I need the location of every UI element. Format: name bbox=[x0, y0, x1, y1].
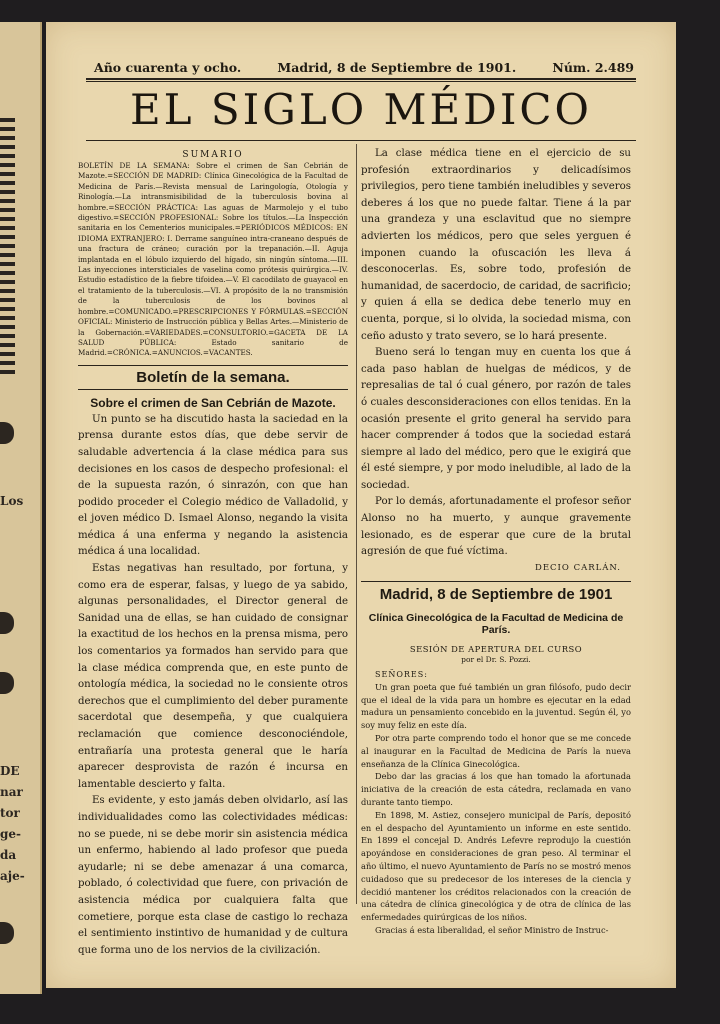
left-page-edge bbox=[0, 22, 42, 994]
article-signature: DECIO CARLÁN. bbox=[535, 562, 621, 573]
article-paragraph: Es evidente, y esto jamás deben olvidarlo, así las individualidades como las colectividades médicas: no se puede, ni se debe morir sin asistencia médica un enfermo, habiendo al lado profesor que pueda ayudarle; ni se debe amenazar á una comarca, poblado, ó colectividad que fuere, con privación de asistencia médica por cualquiera falta que cometiere, porque esta clase de castigo lo rechaza el sentimiento instintivo de humanidad y de cultura que forma uno de los nervios de la civilización. bbox=[78, 795, 348, 956]
left-page-icon bbox=[0, 422, 14, 444]
session-paragraph: En 1898, M. Astiez, consejero municipal de París, depositó en el despacho del Ayuntamiento un informe en este sentido. En 1899 el concejal D. Andrés Lefevre reprodujo la cuestión apoyándose en consideraciones de gran peso. Al terminar el año último, el nuevo Ayuntamiento de París no se mostró menos cuidadoso que su predecesor de los intereses de la ciencia y decidió mantener los créditos relacionados con la creación de una cátedra de clínica ginecológica y de otra de clínica de las enfermedades quirúrgicas de los niños. bbox=[361, 809, 631, 923]
left-page-fragment: tor bbox=[0, 806, 20, 820]
article-paragraph: Por lo demás, afortunadamente el profesor señor Alonso no ha muerto, y aunque gravemente lesionado, es de esperar que cure de la brutal agresión de que fué víctima. bbox=[361, 496, 631, 558]
article-paragraph: Un punto se ha discutido hasta la saciedad en la prensa durante estos días, que debe servir de saludable advertencia á la clase médica para sus decisiones en los casos de despecho profesional: el de la supuesta razón, ó sinrazón, con que han podido proceder el Colegio médico de Valladolid, y el joven médico D. Ismael Alonso, negando la visita médica á una enferma y negando la asistencia médica á una localidad. bbox=[78, 413, 348, 558]
left-page-fragment: da bbox=[0, 848, 17, 862]
article-paragraph: La clase médica tiene en el ejercicio de su profesión extraordinarios y delicadísimos privilegios, pero tiene también ineludibles y severos deberes á los que no puede faltar. Tiene á la par una grandeza y una esclavitud que no siempre advierten los médicos, pero que seles yerguen é imponen cuando la ofuscación les lleva á desconocerlas. Es, sobre todo, profesión de humanidad, de sacerdocio, de caridad, de sacrificio; y quien á ella se dedica debe tenerlo muy en cuenta, porque, si lo olvida, la sociedad misma, con ceño adusto y trato severo, se lo hará presente. bbox=[361, 148, 631, 342]
session-paragraph: Un gran poeta que fué también un gran filósofo, pudo decir que el ideal de la vida para un hombre es ejecutar en la edad madura un pensamiento concebido en la juventud. Según él, yo soy muy feliz en este día. bbox=[361, 681, 631, 731]
right-column bbox=[361, 146, 631, 935]
sumario-title: SUMARIO bbox=[182, 150, 244, 160]
article-paragraph: Estas negativas han resultado, por fortuna, y como era de esperar, falsas, y luego de ya sabido, algunas personalidades, el Director general de Sanidad una de ellas, se han cuidado de consignar la exactitud de los hechos en la prensa misma, pero los comentarios ya formados han servido para que la clase médica comprenda que, en este punto de ontología médica, la sociedad no le consiente otros derechos que el cumplimiento del deber puramente sacerdotal que desempeña, y que cualquiera reclamación que comience desconociéndole, entrañaría una protesta general que le haría aparecer desprovista de razón é incursa en lamentable descierto y falta. bbox=[78, 563, 348, 790]
header-row bbox=[94, 58, 634, 76]
session-heading: SESIÓN DE APERTURA DEL CURSO bbox=[409, 643, 583, 654]
newspaper-page bbox=[46, 22, 676, 988]
left-page-icon bbox=[0, 672, 14, 694]
header-rule bbox=[86, 78, 636, 80]
boletin-title: Boletín de la semana. bbox=[78, 365, 348, 390]
masthead: EL SIGLO MÉDICO bbox=[130, 85, 592, 134]
left-page-fragment: nar bbox=[0, 785, 23, 799]
column-separator bbox=[356, 144, 357, 904]
left-page-fragment: Los bbox=[0, 494, 24, 508]
session-paragraph: Debo dar las gracias á los que han tomado la afortunada iniciativa de la creación de esta cátedra, reclamada en vano durante tanto tiempo. bbox=[361, 771, 631, 808]
clinica-title: Clínica Ginecológica de la Facultad de Medicina de París. bbox=[368, 611, 624, 636]
masthead-rule bbox=[86, 140, 636, 141]
header-year: Año cuarenta y ocho. bbox=[94, 59, 242, 75]
session-greeting: SEÑORES: bbox=[375, 669, 428, 679]
session-paragraph: Gracias á esta liberalidad, el señor Ministro de Instruc- bbox=[375, 924, 609, 935]
session-paragraph: Por otra parte comprendo todo el honor que se me concede al inaugurar en la Facultad de Medicina de París la nueva enseñanza de la Clínica Ginecológica. bbox=[361, 733, 631, 769]
sumario-text: BOLETÍN DE LA SEMANA: Sobre el crimen de San Cebrián de Mazote.=SECCIÓN DE MADRID: Clínica Ginecológica de la Facultad de Medicina de París.—Revista mensual de Laringología, Otología y Rinología.—La intransmisibilidad de la tuberculosis bovina al hombre.=SECCIÓN PRÁCTICA: Las aguas de Marmolejo y el tubo digestivo.=SECCIÓN PROFESIONAL: Sobre los títulos.—La Inspección sanitaria en los Cementerios municipales.=PERIÓDICOS MÉDICOS: EN IDIOMA EXTRANJERO: I. Derrame sanguíneo intra-craneano después de una fractura de cráneo; curación por la trepanación.—II. Aguja implantada en el lóbulo izquierdo del hígado, sin ningún síntoma.—III. Las inyecciones intersticiales de vaselina como prótesis quirúrgica.—IV. Estudio estadístico de la fiebre tifoidea.—V. El cacodilato de guayacol en el tratamiento de la tuberculosis.—VI. A propósito de la no transmisión de la tuberculosis de los bovinos al hombre.=COMUNICADO.=PRESCRIPCIONES Y FÓRMULAS.=SECCIÓN OFICIAL: Ministerio de Instrucción pública y Bellas Artes.—Ministerio de la Gobernación.=VARIEDADES.=CONSULTORIO.=GACETA DE LA SALUD PÚBLICA: Estado sanitario de Madrid.=CRÓNICA.=ANUNCIOS.=VACANTES. bbox=[78, 161, 348, 358]
left-page-fragment: ge- bbox=[0, 827, 22, 841]
left-page-icon bbox=[0, 922, 14, 944]
left-column bbox=[78, 146, 348, 956]
left-page-ornament bbox=[0, 118, 15, 378]
header-date: Madrid, 8 de Septiembre de 1901. bbox=[277, 59, 517, 75]
left-page-fragment: DE bbox=[0, 764, 20, 778]
header-number: Núm. 2.489 bbox=[552, 59, 634, 75]
left-page-fragment: aje- bbox=[0, 869, 25, 883]
article-title: Sobre el crimen de San Cebrián de Mazote. bbox=[90, 395, 336, 410]
section-title-madrid: Madrid, 8 de Septiembre de 1901 bbox=[361, 581, 631, 606]
session-author: por el Dr. S. Pozzi. bbox=[461, 654, 531, 664]
left-page-icon bbox=[0, 612, 14, 634]
article-paragraph: Bueno será lo tengan muy en cuenta los que á cada paso hablan de huelgas de médicos, y de represalias de tal ó cual género, por razón de tales ó cuales desconsideraciones con ellos tenidas. En la ocasión presente el grito general ha servido para hacer comprender á todos que la sociedad estará siempre al lado del médico, pero que le exigirá que él esté siempre, y por modo ineludible, al lado de la sociedad. bbox=[361, 347, 631, 491]
